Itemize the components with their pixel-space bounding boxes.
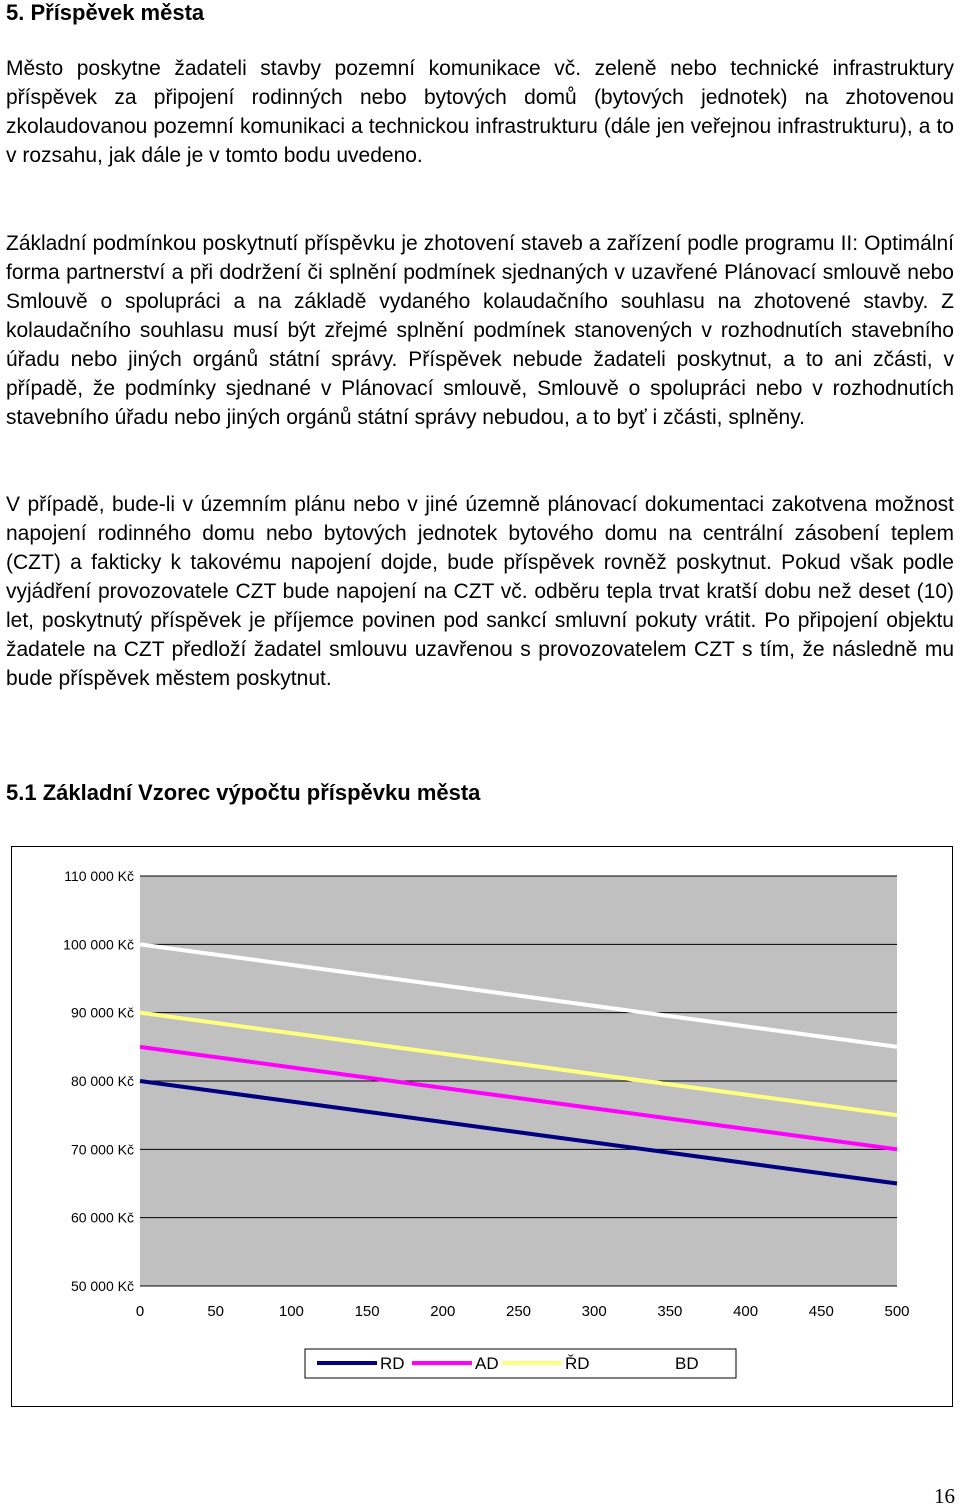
legend-label-RD: RD [380, 1354, 405, 1373]
y-tick-label: 50 000 Kč [70, 1278, 134, 1294]
x-tick-label: 250 [505, 1303, 532, 1320]
x-tick-label: 50 [207, 1303, 225, 1320]
x-tick-label: 500 [884, 1303, 910, 1320]
subsection-heading: 5.1 Základní Vzorec výpočtu příspěvku města [6, 780, 481, 805]
paragraph-intro: Město poskytne žadateli stavby pozemní komunikace vč. zeleně nebo technické infrastruktury příspěvek za připojení rodinných nebo bytových domů (bytových jednotek) na zhotovenou zkolaudovanou pozemní komunikaci a technickou infrastrukturu (dále jen veřejnou infrastrukturu), a to v rozsahu, jak dále je v tomto bodu uvedeno. [6, 57, 954, 167]
x-tick-label: 450 [808, 1303, 834, 1320]
x-tick-label: 300 [581, 1303, 607, 1320]
y-tick-label: 60 000 Kč [70, 1209, 134, 1226]
section-heading: 5. Příspěvek města [6, 0, 205, 25]
page-number: 16 [934, 1484, 955, 1508]
x-tick-label: 0 [135, 1303, 145, 1320]
x-tick-label: 150 [354, 1303, 380, 1320]
y-tick-label: 70 000 Kč [70, 1141, 134, 1158]
y-tick-label: 90 000 Kč [70, 1004, 134, 1021]
x-tick-label: 100 [278, 1303, 304, 1320]
chart-legend [305, 1349, 736, 1378]
y-tick-label: 110 000 Kč [64, 868, 134, 884]
y-tick-label: 80 000 Kč [70, 1073, 134, 1089]
x-tick-label: 350 [657, 1303, 683, 1320]
x-tick-label: 200 [430, 1303, 456, 1320]
contribution-chart [11, 846, 953, 1407]
legend-label-AD: AD [475, 1354, 499, 1373]
y-tick-label: 100 000 Kč [63, 936, 134, 953]
chart-svg [12, 847, 952, 1406]
paragraph-czt: V případě, bude-li v územním plánu nebo v jiné územně plánovací dokumentaci zakotvena možnost napojení rodinného domu nebo bytových jednotek bytového domu na centrální zásobení teplem (CZT) a fakticky k takovému napojení dojde, bude příspěvek rovněž poskytnut. Pokud však podle vyjádření provozovatele CZT bude napojení na CZT vč. odběru tepla trvat kratší dobu než deset (10) let, poskytnutý příspěvek je příjemce povinen pod sankcí smluvní pokuty vrátit. Po připojení objektu žadatele na CZT předloží žadatel smlouvu uzavřenou s provozovatelem CZT s tím, že následně mu bude příspěvek městem poskytnut. [6, 493, 954, 690]
x-tick-label: 400 [733, 1303, 759, 1320]
legend-label-ŘD: ŘD [565, 1354, 590, 1373]
paragraph-conditions: Základní podmínkou poskytnutí příspěvku je zhotovení staveb a zařízení podle programu II: Optimální forma partnerství a při dodržení či splnění podmínek sjednaných v uzavřené Plánovací smlouvě nebo Smlouvě o spolupráci a na základě vydaného kolaudačního souhlasu na zhotovené stavby. Z kolaudačního souhlasu musí být zřejmé splnění podmínek stanovených v rozhodnutích stavebního úřadu nebo jiných orgánů státní správy. Příspěvek nebude žadateli poskytnut, a to ani zčásti, v případě, že podmínky sjednané v Plánovací smlouvě, Smlouvě o spolupráci nebo v rozhodnutích stavebního úřadu nebo jiných orgánů státní správy nebudou, a to byť i zčásti, splněny. [6, 232, 954, 429]
legend-label-BD: BD [675, 1354, 699, 1373]
